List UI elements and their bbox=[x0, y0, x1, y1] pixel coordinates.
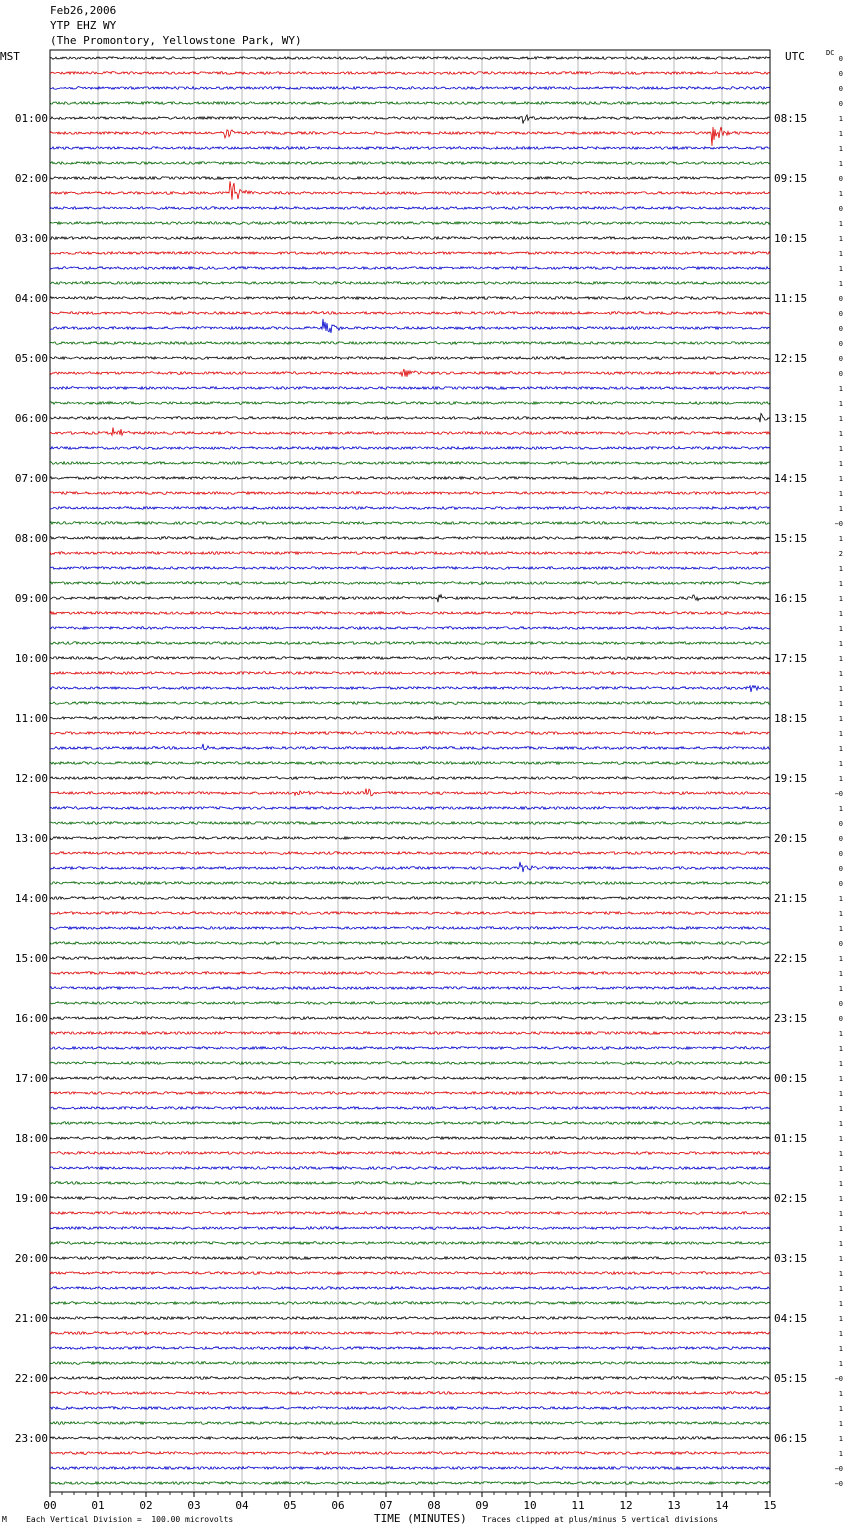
mst-hour-label: 15:00 bbox=[14, 952, 48, 965]
mst-hour-label: 05:00 bbox=[14, 352, 48, 365]
trace-1 bbox=[50, 72, 770, 75]
trace-80 bbox=[50, 1257, 770, 1260]
plot-frame bbox=[50, 50, 770, 1492]
dc-offset-value: 1 bbox=[838, 265, 843, 273]
trace-82 bbox=[50, 1287, 770, 1290]
trace-71 bbox=[50, 1122, 770, 1125]
x-tick-label: 09 bbox=[475, 1499, 489, 1512]
mst-hour-label: 20:00 bbox=[14, 1252, 48, 1265]
mst-axis-label: MST bbox=[0, 50, 20, 63]
dc-offset-value: 1 bbox=[838, 1240, 843, 1248]
dc-offset-value: 1 bbox=[838, 490, 843, 498]
dc-offset-value: 0 bbox=[838, 865, 843, 873]
trace-69 bbox=[50, 1092, 770, 1095]
dc-offset-value: 1 bbox=[838, 1345, 843, 1353]
mst-hour-label: 19:00 bbox=[14, 1192, 48, 1205]
dc-offset-value: 1 bbox=[838, 1150, 843, 1158]
x-tick-label: 01 bbox=[91, 1499, 105, 1512]
dc-offset-value: 1 bbox=[838, 1060, 843, 1068]
trace-53 bbox=[50, 852, 770, 855]
mst-hour-label: 23:00 bbox=[14, 1432, 48, 1445]
trace-55 bbox=[50, 882, 770, 885]
dc-offset-value: 1 bbox=[838, 445, 843, 453]
dc-offset-value: 0 bbox=[838, 85, 843, 93]
dc-offset-value: 1 bbox=[838, 475, 843, 483]
dc-offset-value: 0 bbox=[838, 295, 843, 303]
dc-offset-value: 1 bbox=[838, 700, 843, 708]
dc-offset-value: 1 bbox=[838, 160, 843, 168]
trace-14 bbox=[50, 267, 770, 270]
trace-93 bbox=[50, 1452, 770, 1455]
utc-hour-label: 04:15 bbox=[774, 1312, 808, 1325]
trace-7 bbox=[50, 162, 770, 165]
mst-hour-label: 07:00 bbox=[14, 472, 48, 485]
trace-10 bbox=[50, 207, 770, 210]
dc-offset-value: 1 bbox=[838, 1255, 843, 1263]
dc-offset-value: 1 bbox=[838, 1330, 843, 1338]
x-tick-label: 07 bbox=[379, 1499, 393, 1512]
mst-hour-labels bbox=[15, 112, 48, 1445]
dc-offset-value: 1 bbox=[838, 1285, 843, 1293]
trace-43 bbox=[50, 702, 770, 705]
trace-13 bbox=[50, 252, 770, 255]
utc-hour-label: 12:15 bbox=[774, 352, 808, 365]
trace-5 bbox=[50, 127, 770, 146]
trace-39 bbox=[50, 642, 770, 645]
trace-8 bbox=[50, 177, 770, 180]
dc-offset-value: 0 bbox=[838, 880, 843, 888]
dc-offset-value: −0 bbox=[834, 520, 843, 528]
dc-offset-value: 0 bbox=[838, 310, 843, 318]
utc-hour-label: 08:15 bbox=[774, 112, 808, 125]
trace-72 bbox=[50, 1137, 770, 1140]
dc-offset-value: 1 bbox=[838, 1405, 843, 1413]
dc-offset-value: 1 bbox=[838, 535, 843, 543]
dc-offset-value: 0 bbox=[838, 1000, 843, 1008]
utc-hour-label: 15:15 bbox=[774, 532, 808, 545]
dc-offset-value: 0 bbox=[838, 55, 843, 63]
utc-hour-label: 14:15 bbox=[774, 472, 808, 485]
dc-offset-value: 1 bbox=[838, 955, 843, 963]
dc-offset-value: 0 bbox=[838, 835, 843, 843]
trace-48 bbox=[50, 777, 770, 780]
dc-offset-value: 1 bbox=[838, 1225, 843, 1233]
dc-offset-value: 0 bbox=[838, 340, 843, 348]
trace-29 bbox=[50, 492, 770, 495]
trace-50 bbox=[50, 807, 770, 810]
station-label: YTP EHZ WY bbox=[50, 19, 117, 32]
utc-hour-label: 18:15 bbox=[774, 712, 808, 725]
trace-6 bbox=[50, 147, 770, 150]
trace-9 bbox=[50, 181, 770, 199]
dc-offset-value: 1 bbox=[838, 1105, 843, 1113]
dc-offset-value: 1 bbox=[838, 145, 843, 153]
dc-offset-value: 1 bbox=[838, 400, 843, 408]
trace-26 bbox=[50, 447, 770, 450]
dc-offset-value: 1 bbox=[838, 625, 843, 633]
trace-40 bbox=[50, 657, 770, 660]
utc-hour-label: 00:15 bbox=[774, 1072, 808, 1085]
trace-49 bbox=[50, 789, 770, 796]
mst-hour-label: 06:00 bbox=[14, 412, 48, 425]
utc-hour-label: 20:15 bbox=[774, 832, 808, 845]
dc-offset-value: 2 bbox=[838, 550, 843, 558]
dc-offset-value: 1 bbox=[838, 715, 843, 723]
trace-51 bbox=[50, 822, 770, 825]
dc-offset-value: 0 bbox=[838, 70, 843, 78]
utc-hour-label: 22:15 bbox=[774, 952, 808, 965]
dc-offset-value: 0 bbox=[838, 850, 843, 858]
dc-offset-value: 1 bbox=[838, 730, 843, 738]
mst-hour-label: 21:00 bbox=[14, 1312, 48, 1325]
dc-offset-value: 1 bbox=[838, 1030, 843, 1038]
dc-offset-value: 0 bbox=[838, 175, 843, 183]
x-tick-label: 08 bbox=[427, 1499, 441, 1512]
trace-42 bbox=[50, 686, 770, 693]
mst-hour-label: 17:00 bbox=[14, 1072, 48, 1085]
dc-offset-value: 1 bbox=[838, 1450, 843, 1458]
utc-hour-label: 02:15 bbox=[774, 1192, 808, 1205]
mst-hour-label: 16:00 bbox=[14, 1012, 48, 1025]
dc-offset-value: 1 bbox=[838, 1390, 843, 1398]
mst-hour-label: 11:00 bbox=[14, 712, 48, 725]
x-tick-label: 11 bbox=[571, 1499, 585, 1512]
utc-hour-label: 11:15 bbox=[774, 292, 808, 305]
dc-offset-value: 1 bbox=[838, 1045, 843, 1053]
trace-17 bbox=[50, 312, 770, 315]
trace-89 bbox=[50, 1392, 770, 1395]
trace-15 bbox=[50, 282, 770, 285]
utc-hour-label: 21:15 bbox=[774, 892, 808, 905]
dc-offset-value: 1 bbox=[838, 1435, 843, 1443]
x-tick-label: 02 bbox=[139, 1499, 153, 1512]
dc-offset-value: 1 bbox=[838, 130, 843, 138]
dc-offset-value: 1 bbox=[838, 745, 843, 753]
dc-offset-value: 0 bbox=[838, 370, 843, 378]
dc-offset-value: 1 bbox=[838, 1120, 843, 1128]
trace-62 bbox=[50, 987, 770, 990]
trace-61 bbox=[50, 972, 770, 975]
utc-axis-label: UTC bbox=[785, 50, 805, 63]
trace-94 bbox=[50, 1467, 770, 1470]
mst-hour-label: 03:00 bbox=[14, 232, 48, 245]
trace-0 bbox=[50, 57, 770, 60]
trace-31 bbox=[50, 522, 770, 525]
trace-46 bbox=[50, 744, 770, 750]
dc-offset-value: 1 bbox=[838, 610, 843, 618]
trace-78 bbox=[50, 1227, 770, 1230]
trace-3 bbox=[50, 102, 770, 105]
dc-offset-value: 1 bbox=[838, 595, 843, 603]
trace-44 bbox=[50, 717, 770, 720]
dc-offset-value: 1 bbox=[838, 220, 843, 228]
trace-52 bbox=[50, 837, 770, 840]
trace-64 bbox=[50, 1017, 770, 1020]
dc-offset-value: 1 bbox=[838, 1360, 843, 1368]
trace-90 bbox=[50, 1407, 770, 1410]
dc-offset-value: 1 bbox=[838, 115, 843, 123]
trace-59 bbox=[50, 942, 770, 945]
x-tick-label: 04 bbox=[235, 1499, 249, 1512]
dc-offset-value: 1 bbox=[838, 235, 843, 243]
dc-offset-values bbox=[835, 55, 843, 1488]
trace-74 bbox=[50, 1167, 770, 1170]
utc-hour-label: 03:15 bbox=[774, 1252, 808, 1265]
trace-33 bbox=[50, 552, 770, 555]
dc-offset-value: 1 bbox=[838, 415, 843, 423]
dc-offset-value: −0 bbox=[834, 1465, 843, 1473]
dc-offset-value: 0 bbox=[838, 325, 843, 333]
trace-60 bbox=[50, 957, 770, 960]
utc-hour-label: 06:15 bbox=[774, 1432, 808, 1445]
dc-offset-value: 1 bbox=[838, 925, 843, 933]
trace-70 bbox=[50, 1107, 770, 1110]
trace-66 bbox=[50, 1047, 770, 1050]
trace-23 bbox=[50, 402, 770, 405]
trace-56 bbox=[50, 897, 770, 900]
x-tick-label: 06 bbox=[331, 1499, 345, 1512]
dc-offset-value: 0 bbox=[838, 100, 843, 108]
trace-30 bbox=[50, 507, 770, 510]
trace-91 bbox=[50, 1422, 770, 1425]
dc-offset-value: 1 bbox=[838, 1075, 843, 1083]
dc-offset-value: −0 bbox=[834, 790, 843, 798]
x-tick-label: 05 bbox=[283, 1499, 297, 1512]
dc-offset-value: 0 bbox=[838, 1015, 843, 1023]
trace-58 bbox=[50, 927, 770, 930]
trace-25 bbox=[50, 427, 770, 435]
trace-4 bbox=[50, 115, 770, 124]
dc-offset-value: 1 bbox=[838, 580, 843, 588]
x-tick-label: 14 bbox=[715, 1499, 729, 1512]
trace-28 bbox=[50, 477, 770, 480]
x-tick-label: 00 bbox=[43, 1499, 57, 1512]
trace-81 bbox=[50, 1272, 770, 1275]
utc-hour-label: 01:15 bbox=[774, 1132, 808, 1145]
mst-hour-label: 09:00 bbox=[14, 592, 48, 605]
date-label: Feb26,2006 bbox=[50, 4, 117, 17]
trace-45 bbox=[50, 732, 770, 735]
dc-offset-value: −0 bbox=[834, 1375, 843, 1383]
trace-36 bbox=[50, 595, 770, 602]
x-tick-label: 15 bbox=[763, 1499, 777, 1512]
x-axis-ticks bbox=[43, 1492, 776, 1512]
dc-offset-value: 1 bbox=[838, 385, 843, 393]
dc-offset-value: 1 bbox=[838, 1135, 843, 1143]
mst-hour-label: 08:00 bbox=[14, 532, 48, 545]
dc-offset-value: 1 bbox=[838, 910, 843, 918]
x-tick-label: 10 bbox=[523, 1499, 537, 1512]
utc-hour-label: 09:15 bbox=[774, 172, 808, 185]
trace-11 bbox=[50, 222, 770, 225]
trace-18 bbox=[50, 319, 770, 333]
trace-65 bbox=[50, 1032, 770, 1035]
trace-79 bbox=[50, 1242, 770, 1245]
trace-75 bbox=[50, 1182, 770, 1185]
x-tick-label: 03 bbox=[187, 1499, 201, 1512]
dc-offset-value: 1 bbox=[838, 805, 843, 813]
trace-85 bbox=[50, 1332, 770, 1335]
trace-37 bbox=[50, 612, 770, 615]
dc-offset-value: 1 bbox=[838, 1180, 843, 1188]
trace-16 bbox=[50, 297, 770, 300]
trace-83 bbox=[50, 1302, 770, 1305]
trace-32 bbox=[50, 537, 770, 540]
dc-offset-value: 1 bbox=[838, 1195, 843, 1203]
scale-footnote bbox=[2, 1515, 233, 1524]
trace-27 bbox=[50, 462, 770, 465]
scale-note: Each Vertical Division = 100.00 microvolts bbox=[26, 1515, 234, 1524]
trace-77 bbox=[50, 1212, 770, 1215]
dc-offset-value: 1 bbox=[838, 760, 843, 768]
trace-38 bbox=[50, 627, 770, 630]
trace-57 bbox=[50, 912, 770, 915]
utc-hour-label: 05:15 bbox=[774, 1372, 808, 1385]
seismic-traces bbox=[50, 57, 770, 1485]
minute-gridlines bbox=[98, 50, 722, 1492]
dc-offset-value: 0 bbox=[838, 820, 843, 828]
trace-19 bbox=[50, 342, 770, 345]
dc-offset-value: 1 bbox=[838, 1165, 843, 1173]
utc-hour-labels bbox=[774, 112, 807, 1445]
corner-mark: M bbox=[2, 1515, 7, 1524]
utc-hour-label: 23:15 bbox=[774, 1012, 808, 1025]
location-label: (The Promontory, Yellowstone Park, WY) bbox=[50, 34, 302, 47]
mst-hour-label: 01:00 bbox=[14, 112, 48, 125]
dc-offset-value: 0 bbox=[838, 205, 843, 213]
dc-offset-value: 1 bbox=[838, 1315, 843, 1323]
dc-offset-value: 1 bbox=[838, 280, 843, 288]
trace-88 bbox=[50, 1377, 770, 1380]
dc-offset-value: 1 bbox=[838, 985, 843, 993]
mst-hour-label: 10:00 bbox=[14, 652, 48, 665]
dc-offset-value: 1 bbox=[838, 250, 843, 258]
trace-76 bbox=[50, 1197, 770, 1200]
trace-67 bbox=[50, 1062, 770, 1065]
trace-73 bbox=[50, 1152, 770, 1155]
x-axis-title: TIME (MINUTES) bbox=[374, 1512, 467, 1525]
dc-offset-value: 1 bbox=[838, 430, 843, 438]
dc-column-label: DC bbox=[826, 49, 835, 57]
utc-hour-label: 13:15 bbox=[774, 412, 808, 425]
trace-34 bbox=[50, 567, 770, 570]
trace-54 bbox=[50, 862, 770, 872]
trace-92 bbox=[50, 1437, 770, 1440]
dc-offset-value: 1 bbox=[838, 970, 843, 978]
x-tick-label: 12 bbox=[619, 1499, 633, 1512]
trace-63 bbox=[50, 1002, 770, 1005]
dc-offset-value: 1 bbox=[838, 1270, 843, 1278]
clip-footnote: Traces clipped at plus/minus 5 vertical divisions bbox=[482, 1515, 719, 1524]
trace-68 bbox=[50, 1077, 770, 1080]
mst-hour-label: 14:00 bbox=[14, 892, 48, 905]
utc-hour-label: 17:15 bbox=[774, 652, 808, 665]
dc-offset-value: 1 bbox=[838, 1300, 843, 1308]
mst-hour-label: 04:00 bbox=[14, 292, 48, 305]
mst-hour-label: 13:00 bbox=[14, 832, 48, 845]
trace-84 bbox=[50, 1317, 770, 1320]
utc-hour-label: 16:15 bbox=[774, 592, 808, 605]
dc-offset-value: 1 bbox=[838, 670, 843, 678]
trace-21 bbox=[50, 369, 770, 377]
trace-41 bbox=[50, 672, 770, 675]
mst-hour-label: 18:00 bbox=[14, 1132, 48, 1145]
mst-hour-label: 22:00 bbox=[14, 1372, 48, 1385]
dc-offset-value: 1 bbox=[838, 655, 843, 663]
dc-offset-value: 1 bbox=[838, 565, 843, 573]
dc-offset-value: 1 bbox=[838, 895, 843, 903]
dc-offset-value: 1 bbox=[838, 775, 843, 783]
trace-47 bbox=[50, 762, 770, 765]
dc-offset-value: 1 bbox=[838, 190, 843, 198]
trace-87 bbox=[50, 1362, 770, 1365]
dc-offset-value: 1 bbox=[838, 505, 843, 513]
dc-offset-value: 1 bbox=[838, 1210, 843, 1218]
trace-86 bbox=[50, 1347, 770, 1350]
trace-20 bbox=[50, 357, 770, 360]
dc-offset-value: −0 bbox=[834, 1480, 843, 1488]
mst-hour-label: 12:00 bbox=[14, 772, 48, 785]
dc-offset-value: 1 bbox=[838, 685, 843, 693]
dc-offset-value: 1 bbox=[838, 640, 843, 648]
dc-offset-value: 1 bbox=[838, 460, 843, 468]
utc-hour-label: 19:15 bbox=[774, 772, 808, 785]
trace-24 bbox=[50, 414, 770, 423]
utc-hour-label: 10:15 bbox=[774, 232, 808, 245]
trace-35 bbox=[50, 582, 770, 585]
x-tick-label: 13 bbox=[667, 1499, 681, 1512]
dc-offset-value: 1 bbox=[838, 1090, 843, 1098]
dc-offset-value: 1 bbox=[838, 1420, 843, 1428]
mst-hour-label: 02:00 bbox=[14, 172, 48, 185]
dc-offset-value: 0 bbox=[838, 355, 843, 363]
trace-95 bbox=[50, 1482, 770, 1485]
trace-12 bbox=[50, 237, 770, 240]
trace-22 bbox=[50, 387, 770, 390]
dc-offset-value: 0 bbox=[838, 940, 843, 948]
trace-2 bbox=[50, 87, 770, 90]
